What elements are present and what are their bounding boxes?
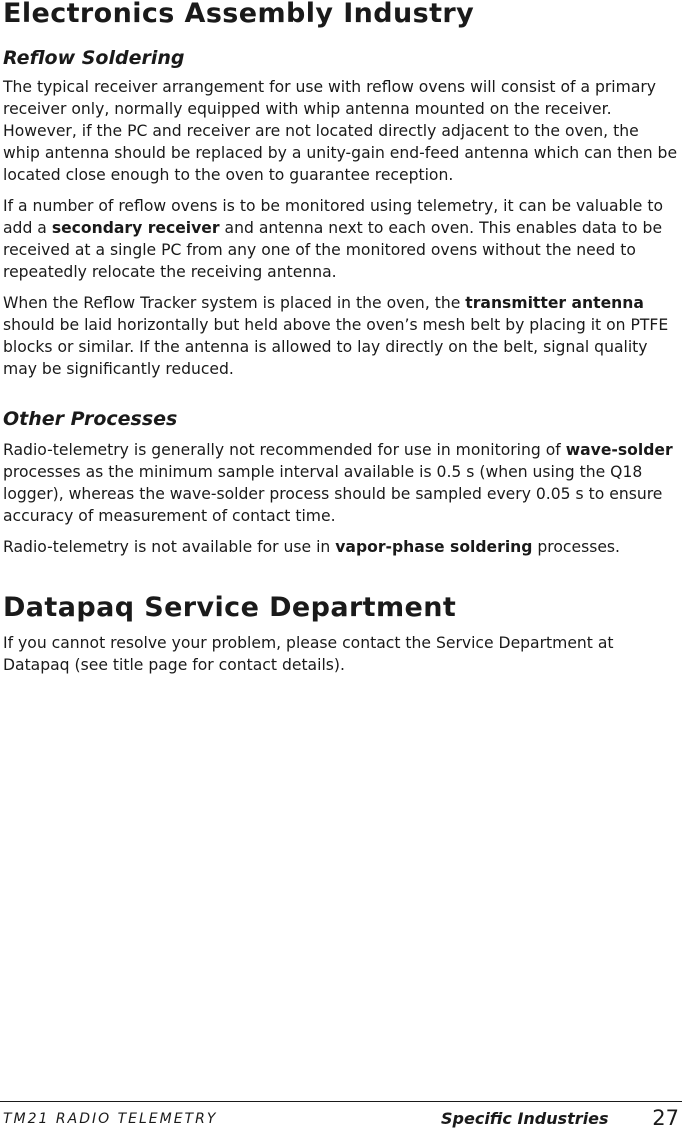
reflow-p2-text-a: If a number of reflow ovens is to be monitored using telemetry, it can be valuable to add a — [3, 197, 663, 237]
footer-section-title: Specific Industries — [441, 1109, 609, 1128]
transmitter-antenna-term: transmitter antenna — [465, 294, 644, 312]
reflow-p3-text-b: should be laid horizontally but held above the oven’s mesh belt by placing it on PTFE blocks or similar. If the antenna is allowed to lay directly on the belt, signal quality may be significantly reduced. — [3, 316, 669, 378]
other-paragraph-2 — [3, 536, 679, 558]
service-department-title: Datapaq Service Department — [3, 592, 457, 623]
other-processes-heading: Other Processes — [3, 408, 178, 430]
other-paragraph-1 — [3, 439, 679, 527]
other-p1-text-a: Radio-telemetry is generally not recommended for use in monitoring of — [3, 441, 566, 459]
reflow-p3-text-a: When the Reflow Tracker system is placed in the oven, the — [3, 294, 466, 312]
reflow-paragraph-2 — [3, 195, 679, 283]
page-footer — [3, 1108, 679, 1130]
wave-solder-term: wave-solder — [565, 441, 673, 459]
footer-document-title: TM21 RADIO TELEMETRY — [3, 1111, 218, 1127]
other-p2-text-b: processes. — [532, 538, 620, 556]
reflow-paragraph-1: The typical receiver arrangement for use with reflow ovens will consist of a primary receiver only, normally equipped with whip antenna mounted on the receiver. However, if the PC and receiver are not located directly adjacent to the oven, the whip antenna should be replaced by a unity-gain end-feed antenna which can then be located close enough to the oven to guarantee reception. — [3, 78, 678, 184]
service-paragraph: If you cannot resolve your problem, please contact the Service Department at Datapaq (see title page for contact details). — [3, 634, 614, 674]
footer-divider — [0, 1101, 682, 1102]
other-p1-text-b: processes as the minimum sample interval available is 0.5 s (when using the Q18 logger), whereas the wave-solder process should be sampled every 0.05 s to ensure accuracy of measurement of contact time. — [3, 463, 663, 525]
reflow-paragraph-3 — [3, 292, 679, 380]
page-number: 27 — [652, 1106, 679, 1130]
other-p2-text-a: Radio-telemetry is not available for use in — [3, 538, 336, 556]
reflow-p2-text-b: and antenna next to each oven. This enables data to be received at a single PC from any one of the monitored ovens without the need to repeatedly relocate the receiving antenna. — [3, 219, 663, 281]
reflow-soldering-heading: Reflow Soldering — [3, 47, 185, 69]
page-content — [3, 0, 679, 676]
secondary-receiver-term: secondary receiver — [51, 219, 220, 237]
page-title: Electronics Assembly Industry — [3, 0, 475, 29]
vapor-phase-term: vapor-phase soldering — [335, 538, 533, 556]
